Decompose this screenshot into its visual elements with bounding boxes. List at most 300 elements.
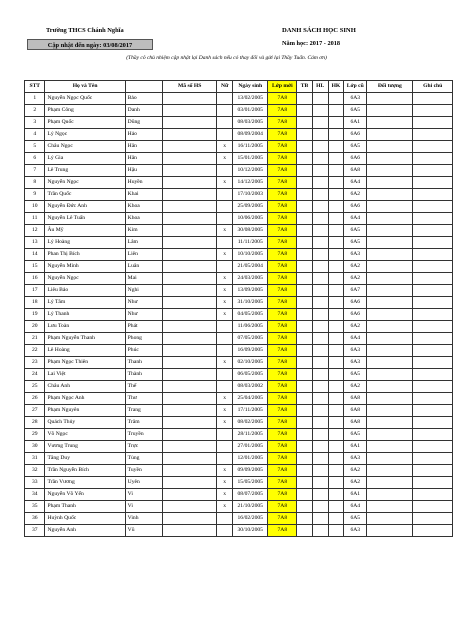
- cell-student-id: [162, 465, 216, 477]
- cell-tb: [297, 453, 313, 465]
- cell-notes: [413, 321, 453, 333]
- cell-student-id: [162, 225, 216, 237]
- cell-stt: 16: [25, 273, 45, 285]
- cell-dob: 16/09/2005: [232, 345, 267, 357]
- cell-family-name: Châu Anh: [45, 381, 125, 393]
- cell-stt: 15: [25, 261, 45, 273]
- cell-female: x: [217, 273, 233, 285]
- cell-hk: [328, 213, 344, 225]
- cell-new-class: 7A8: [268, 273, 297, 285]
- cell-student-id: [162, 117, 216, 129]
- cell-family-name: Phạm Công: [45, 105, 125, 117]
- cell-dob: 16/02/2005: [232, 513, 267, 525]
- cell-female: [217, 117, 233, 129]
- cell-hk: [328, 405, 344, 417]
- cell-stt: 17: [25, 285, 45, 297]
- cell-female: [217, 513, 233, 525]
- col-header-tb: TB: [297, 81, 313, 93]
- cell-notes: [413, 153, 453, 165]
- cell-hl: [312, 213, 328, 225]
- cell-family-name: Lý Hoàng: [45, 237, 125, 249]
- cell-new-class: 7A8: [268, 309, 297, 321]
- cell-dob: 27/01/2005: [232, 441, 267, 453]
- cell-dob: 04/05/2005: [232, 309, 267, 321]
- cell-family-name: Nguyễn Võ Yến: [45, 489, 125, 501]
- cell-hl: [312, 369, 328, 381]
- cell-hl: [312, 393, 328, 405]
- table-row: [25, 105, 453, 117]
- cell-hl: [312, 525, 328, 537]
- cell-given-name: Truyền: [125, 429, 162, 441]
- cell-stt: 37: [25, 525, 45, 537]
- cell-notes: [413, 501, 453, 513]
- cell-hk: [328, 441, 344, 453]
- cell-category: [367, 525, 413, 537]
- cell-hl: [312, 357, 328, 369]
- cell-old-class: 6A3: [344, 93, 367, 105]
- cell-stt: 34: [25, 489, 45, 501]
- cell-new-class: 7A8: [268, 285, 297, 297]
- cell-hl: [312, 189, 328, 201]
- cell-family-name: Phạm Nguyên: [45, 405, 125, 417]
- cell-category: [367, 261, 413, 273]
- table-row: [25, 213, 453, 225]
- cell-category: [367, 177, 413, 189]
- cell-category: [367, 225, 413, 237]
- cell-given-name: Khoa: [125, 213, 162, 225]
- cell-notes: [413, 465, 453, 477]
- cell-old-class: 6A1: [344, 489, 367, 501]
- table-row: [25, 225, 453, 237]
- cell-hk: [328, 177, 344, 189]
- cell-tb: [297, 249, 313, 261]
- cell-given-name: Hậu: [125, 165, 162, 177]
- cell-family-name: Trần Quốc: [45, 189, 125, 201]
- cell-old-class: 6A1: [344, 441, 367, 453]
- cell-hl: [312, 309, 328, 321]
- cell-new-class: 7A8: [268, 405, 297, 417]
- cell-notes: [413, 345, 453, 357]
- cell-dob: 25/09/2005: [232, 201, 267, 213]
- cell-dob: 11/06/2005: [232, 321, 267, 333]
- cell-hl: [312, 417, 328, 429]
- table-header-row: [25, 81, 453, 93]
- cell-female: [217, 333, 233, 345]
- table-row: [25, 93, 453, 105]
- cell-student-id: [162, 237, 216, 249]
- cell-student-id: [162, 429, 216, 441]
- cell-notes: [413, 417, 453, 429]
- cell-new-class: 7A8: [268, 513, 297, 525]
- cell-stt: 21: [25, 333, 45, 345]
- cell-family-name: Trần Vương: [45, 477, 125, 489]
- cell-old-class: 6A6: [344, 129, 367, 141]
- cell-stt: 7: [25, 165, 45, 177]
- cell-student-id: [162, 393, 216, 405]
- cell-hk: [328, 525, 344, 537]
- table-row: [25, 249, 453, 261]
- table-row: [25, 357, 453, 369]
- cell-hl: [312, 381, 328, 393]
- cell-stt: 14: [25, 249, 45, 261]
- cell-given-name: Tuyền: [125, 465, 162, 477]
- cell-tb: [297, 465, 313, 477]
- cell-old-class: 6A4: [344, 333, 367, 345]
- cell-old-class: 6A4: [344, 213, 367, 225]
- cell-tb: [297, 393, 313, 405]
- cell-tb: [297, 369, 313, 381]
- cell-category: [367, 201, 413, 213]
- cell-category: [367, 237, 413, 249]
- cell-category: [367, 105, 413, 117]
- cell-hl: [312, 321, 328, 333]
- cell-category: [367, 129, 413, 141]
- cell-student-id: [162, 165, 216, 177]
- cell-stt: 36: [25, 513, 45, 525]
- cell-student-id: [162, 285, 216, 297]
- col-header-name: Họ và Tên: [45, 81, 125, 93]
- cell-hk: [328, 513, 344, 525]
- cell-hk: [328, 93, 344, 105]
- cell-female: x: [217, 477, 233, 489]
- table-row: [25, 441, 453, 453]
- cell-given-name: Thư: [125, 393, 162, 405]
- cell-stt: 13: [25, 237, 45, 249]
- cell-hk: [328, 261, 344, 273]
- cell-stt: 24: [25, 369, 45, 381]
- cell-family-name: Phạm Nguyễn Thanh: [45, 333, 125, 345]
- cell-old-class: 6A8: [344, 405, 367, 417]
- cell-female: [217, 213, 233, 225]
- cell-given-name: Tùng: [125, 453, 162, 465]
- cell-old-class: 6A8: [344, 417, 367, 429]
- table-row: [25, 393, 453, 405]
- cell-category: [367, 153, 413, 165]
- col-header-category: Đối tượng: [367, 81, 413, 93]
- cell-old-class: 6A5: [344, 141, 367, 153]
- table-row: [25, 489, 453, 501]
- cell-tb: [297, 105, 313, 117]
- cell-given-name: Thành: [125, 369, 162, 381]
- cell-new-class: 7A8: [268, 237, 297, 249]
- cell-tb: [297, 225, 313, 237]
- cell-old-class: 6A3: [344, 345, 367, 357]
- cell-tb: [297, 357, 313, 369]
- cell-dob: 08/03/2005: [232, 117, 267, 129]
- cell-category: [367, 513, 413, 525]
- cell-notes: [413, 489, 453, 501]
- cell-hl: [312, 177, 328, 189]
- cell-category: [367, 285, 413, 297]
- cell-female: x: [217, 141, 233, 153]
- cell-hl: [312, 261, 328, 273]
- cell-category: [367, 429, 413, 441]
- cell-dob: 13/09/2005: [232, 285, 267, 297]
- cell-old-class: 6A2: [344, 189, 367, 201]
- table-row: [25, 129, 453, 141]
- cell-hl: [312, 249, 328, 261]
- table-row: [25, 117, 453, 129]
- cell-dob: 09/09/2005: [232, 465, 267, 477]
- cell-hk: [328, 429, 344, 441]
- cell-stt: 31: [25, 453, 45, 465]
- cell-family-name: Phạm Ngọc Thiên: [45, 357, 125, 369]
- cell-notes: [413, 93, 453, 105]
- cell-tb: [297, 525, 313, 537]
- cell-hk: [328, 201, 344, 213]
- cell-female: x: [217, 153, 233, 165]
- col-header-hl: HL: [312, 81, 328, 93]
- cell-hk: [328, 297, 344, 309]
- cell-family-name: Lý Ngọc: [45, 129, 125, 141]
- cell-tb: [297, 417, 313, 429]
- cell-old-class: 6A3: [344, 357, 367, 369]
- cell-dob: 08/02/2005: [232, 417, 267, 429]
- cell-new-class: 7A8: [268, 93, 297, 105]
- cell-family-name: Phạm Thanh: [45, 501, 125, 513]
- cell-category: [367, 417, 413, 429]
- cell-female: x: [217, 285, 233, 297]
- cell-tb: [297, 93, 313, 105]
- cell-family-name: Nguyễn Đức Anh: [45, 201, 125, 213]
- cell-stt: 28: [25, 417, 45, 429]
- cell-female: x: [217, 405, 233, 417]
- cell-old-class: 6A2: [344, 321, 367, 333]
- cell-hl: [312, 117, 328, 129]
- student-roster-table: [24, 80, 453, 537]
- cell-family-name: Huỳnh Quốc: [45, 513, 125, 525]
- cell-female: x: [217, 357, 233, 369]
- cell-new-class: 7A8: [268, 261, 297, 273]
- cell-new-class: 7A8: [268, 153, 297, 165]
- cell-tb: [297, 177, 313, 189]
- cell-family-name: Nguyễn Lê Tuấn: [45, 213, 125, 225]
- cell-dob: 31/10/2005: [232, 297, 267, 309]
- cell-given-name: Kim: [125, 225, 162, 237]
- cell-hk: [328, 477, 344, 489]
- cell-dob: 16/11/2005: [232, 141, 267, 153]
- cell-family-name: Lý Tâm: [45, 297, 125, 309]
- cell-student-id: [162, 513, 216, 525]
- cell-notes: [413, 297, 453, 309]
- cell-new-class: 7A8: [268, 453, 297, 465]
- cell-family-name: Lai Việt: [45, 369, 125, 381]
- cell-tb: [297, 429, 313, 441]
- cell-old-class: 6A8: [344, 393, 367, 405]
- cell-student-id: [162, 105, 216, 117]
- cell-tb: [297, 441, 313, 453]
- cell-hl: [312, 429, 328, 441]
- cell-given-name: Như: [125, 297, 162, 309]
- cell-stt: 12: [25, 225, 45, 237]
- cell-dob: 08/07/2005: [232, 489, 267, 501]
- cell-hl: [312, 285, 328, 297]
- cell-old-class: 6A5: [344, 105, 367, 117]
- cell-female: x: [217, 249, 233, 261]
- cell-tb: [297, 261, 313, 273]
- cell-stt: 27: [25, 405, 45, 417]
- cell-new-class: 7A8: [268, 213, 297, 225]
- cell-student-id: [162, 141, 216, 153]
- cell-new-class: 7A8: [268, 501, 297, 513]
- table-row: [25, 513, 453, 525]
- cell-new-class: 7A8: [268, 345, 297, 357]
- cell-stt: 29: [25, 429, 45, 441]
- cell-female: [217, 105, 233, 117]
- cell-female: x: [217, 309, 233, 321]
- cell-family-name: Lê Hoàng: [45, 345, 125, 357]
- cell-family-name: Lý Thanh: [45, 309, 125, 321]
- cell-hk: [328, 273, 344, 285]
- cell-new-class: 7A8: [268, 297, 297, 309]
- cell-category: [367, 273, 413, 285]
- cell-given-name: Danh: [125, 105, 162, 117]
- cell-old-class: 6A6: [344, 153, 367, 165]
- cell-given-name: Vũ: [125, 525, 162, 537]
- cell-given-name: Liên: [125, 249, 162, 261]
- cell-tb: [297, 345, 313, 357]
- cell-female: x: [217, 177, 233, 189]
- cell-new-class: 7A8: [268, 393, 297, 405]
- cell-tb: [297, 321, 313, 333]
- cell-dob: 07/05/2005: [232, 333, 267, 345]
- cell-student-id: [162, 153, 216, 165]
- cell-category: [367, 309, 413, 321]
- table-row: [25, 273, 453, 285]
- cell-hk: [328, 357, 344, 369]
- cell-dob: 02/10/2005: [232, 357, 267, 369]
- cell-student-id: [162, 525, 216, 537]
- cell-family-name: Âu Mỹ: [45, 225, 125, 237]
- cell-notes: [413, 429, 453, 441]
- update-date-badge: Cập nhật đến ngày: 03/08/2017: [27, 39, 153, 50]
- cell-student-id: [162, 213, 216, 225]
- cell-old-class: 6A7: [344, 285, 367, 297]
- table-row: [25, 189, 453, 201]
- cell-notes: [413, 441, 453, 453]
- cell-stt: 2: [25, 105, 45, 117]
- table-row: [25, 405, 453, 417]
- cell-hl: [312, 165, 328, 177]
- cell-new-class: 7A8: [268, 225, 297, 237]
- cell-stt: 35: [25, 501, 45, 513]
- cell-student-id: [162, 333, 216, 345]
- cell-tb: [297, 501, 313, 513]
- cell-notes: [413, 453, 453, 465]
- cell-old-class: 6A3: [344, 525, 367, 537]
- col-header-stt: STT: [25, 81, 45, 93]
- cell-notes: [413, 261, 453, 273]
- cell-dob: 24/03/2005: [232, 273, 267, 285]
- cell-hk: [328, 165, 344, 177]
- cell-family-name: Phan Thị Bích: [45, 249, 125, 261]
- cell-student-id: [162, 129, 216, 141]
- cell-new-class: 7A8: [268, 465, 297, 477]
- table-row: [25, 165, 453, 177]
- cell-female: [217, 321, 233, 333]
- cell-dob: 08/03/2002: [232, 381, 267, 393]
- cell-dob: 17/10/2003: [232, 189, 267, 201]
- cell-student-id: [162, 405, 216, 417]
- cell-hl: [312, 93, 328, 105]
- table-row: [25, 297, 453, 309]
- cell-category: [367, 453, 413, 465]
- cell-hl: [312, 477, 328, 489]
- cell-hk: [328, 189, 344, 201]
- cell-notes: [413, 249, 453, 261]
- cell-new-class: 7A8: [268, 525, 297, 537]
- cell-hk: [328, 249, 344, 261]
- table-row: [25, 201, 453, 213]
- cell-dob: 10/10/2005: [232, 249, 267, 261]
- cell-hk: [328, 489, 344, 501]
- cell-old-class: 6A6: [344, 309, 367, 321]
- cell-student-id: [162, 381, 216, 393]
- cell-notes: [413, 525, 453, 537]
- cell-family-name: Trần Nguyễn Bích: [45, 465, 125, 477]
- cell-student-id: [162, 93, 216, 105]
- cell-hk: [328, 369, 344, 381]
- cell-category: [367, 357, 413, 369]
- cell-category: [367, 249, 413, 261]
- table-row: [25, 141, 453, 153]
- cell-given-name: Lâm: [125, 237, 162, 249]
- cell-student-id: [162, 357, 216, 369]
- cell-dob: 25/04/2005: [232, 393, 267, 405]
- cell-old-class: 6A4: [344, 177, 367, 189]
- cell-family-name: Võ Ngọc: [45, 429, 125, 441]
- cell-hl: [312, 405, 328, 417]
- table-row: [25, 285, 453, 297]
- cell-new-class: 7A8: [268, 429, 297, 441]
- cell-tb: [297, 333, 313, 345]
- cell-dob: 12/01/2005: [232, 453, 267, 465]
- cell-stt: 20: [25, 321, 45, 333]
- cell-new-class: 7A8: [268, 417, 297, 429]
- table-row: [25, 153, 453, 165]
- cell-female: [217, 345, 233, 357]
- cell-hl: [312, 489, 328, 501]
- cell-notes: [413, 177, 453, 189]
- cell-dob: 11/11/2005: [232, 237, 267, 249]
- cell-category: [367, 441, 413, 453]
- cell-female: [217, 429, 233, 441]
- cell-student-id: [162, 501, 216, 513]
- cell-female: [217, 201, 233, 213]
- cell-hk: [328, 237, 344, 249]
- cell-given-name: Vi: [125, 501, 162, 513]
- cell-stt: 11: [25, 213, 45, 225]
- cell-dob: 21/10/2005: [232, 501, 267, 513]
- cell-new-class: 7A8: [268, 165, 297, 177]
- cell-notes: [413, 213, 453, 225]
- cell-stt: 25: [25, 381, 45, 393]
- cell-hk: [328, 393, 344, 405]
- cell-category: [367, 297, 413, 309]
- cell-female: [217, 369, 233, 381]
- cell-hl: [312, 297, 328, 309]
- cell-notes: [413, 117, 453, 129]
- cell-hk: [328, 321, 344, 333]
- cell-student-id: [162, 297, 216, 309]
- cell-family-name: Nguyễn Minh: [45, 261, 125, 273]
- document-title: DANH SÁCH HỌC SINH: [282, 27, 356, 34]
- cell-hl: [312, 105, 328, 117]
- cell-stt: 5: [25, 141, 45, 153]
- cell-notes: [413, 309, 453, 321]
- cell-notes: [413, 141, 453, 153]
- cell-dob: 30/08/2005: [232, 225, 267, 237]
